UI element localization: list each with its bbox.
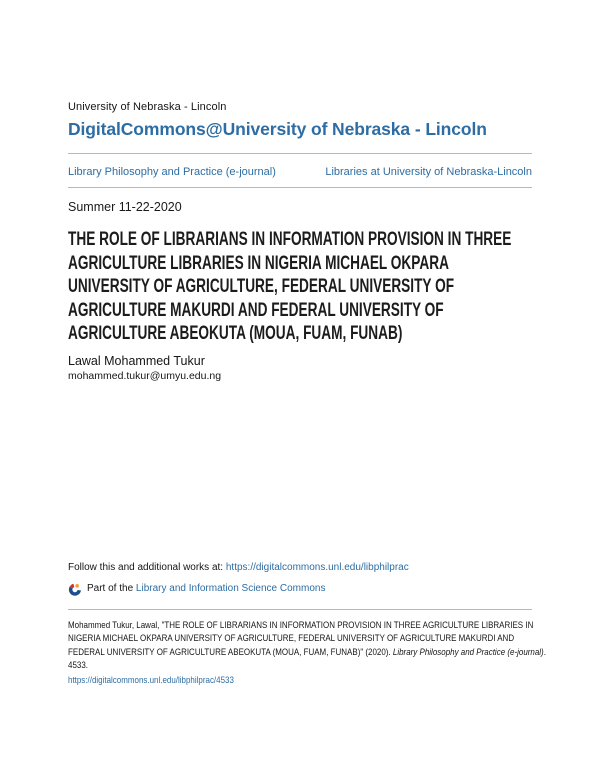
author-name: Lawal Mohammed Tukur	[68, 353, 205, 368]
follow-works-link[interactable]: https://digitalcommons.unl.edu/libphilprac	[225, 561, 409, 573]
author-email: mohammed.tukur@umyu.edu.ng	[68, 369, 222, 382]
series-link[interactable]: Library Philosophy and Practice (e-journal)	[68, 166, 276, 178]
article-title: THE ROLE OF LIBRARIANS IN INFORMATION PROVISION IN THREE AGRICULTURE LIBRARIES IN NIGERIA MICHAEL OKPARA UNIVERSITY OF AGRICULTURE, FEDERAL UNIVERSITY OF AGRICULTURE MAKURDI AND FEDERAL UNIVERSITY OF AGRICULTURE ABEOKUTA (MOUA, FUAM, FUNAB)	[68, 228, 512, 344]
institution-name: University of Nebraska - Lincoln	[68, 101, 227, 113]
cover-page	[68, 0, 546, 687]
follow-works-label: Follow this and additional works at:	[68, 561, 226, 573]
title-block	[68, 228, 532, 346]
citation-text: Mohammed Tukur, Lawal, "THE ROLE OF LIBRARIANS IN INFORMATION PROVISION IN THREE AGRICULTURE LIBRARIES IN NIGERIA MICHAEL OKPARA UNIVERSITY OF AGRICULTURE, FEDERAL UNIVERSITY OF AGRICULTURE MAKURDI AND FEDERAL UNIVERSITY OF AGRICULTURE ABEOKUTA (MOUA, FUAM, FUNAB)" (2020).	[68, 619, 534, 658]
nav-divider	[68, 187, 532, 188]
part-of-line	[68, 582, 532, 596]
citation-article-number: . 4533.	[68, 646, 546, 671]
header-divider	[68, 153, 532, 154]
part-of-label: Part of the	[87, 582, 136, 594]
publication-date: Summer 11-22-2020	[68, 200, 182, 214]
citation-divider	[68, 609, 532, 610]
part-of-text	[87, 582, 325, 596]
recommended-citation	[68, 619, 551, 688]
commons-network-icon	[68, 582, 82, 596]
libraries-link[interactable]: Libraries at University of Nebraska-Lincoln	[325, 166, 532, 178]
citation-url-link[interactable]: https://digitalcommons.unl.edu/libphilprac/4533	[68, 674, 234, 686]
breadcrumb-row	[68, 165, 532, 180]
discipline-link[interactable]: Library and Information Science Commons	[135, 582, 326, 594]
repository-title-link[interactable]: DigitalCommons@University of Nebraska - Lincoln	[68, 119, 487, 139]
citation-block	[68, 619, 546, 688]
follow-works-line	[68, 561, 532, 575]
citation-journal-title: Library Philosophy and Practice (e-journal)	[392, 646, 544, 658]
